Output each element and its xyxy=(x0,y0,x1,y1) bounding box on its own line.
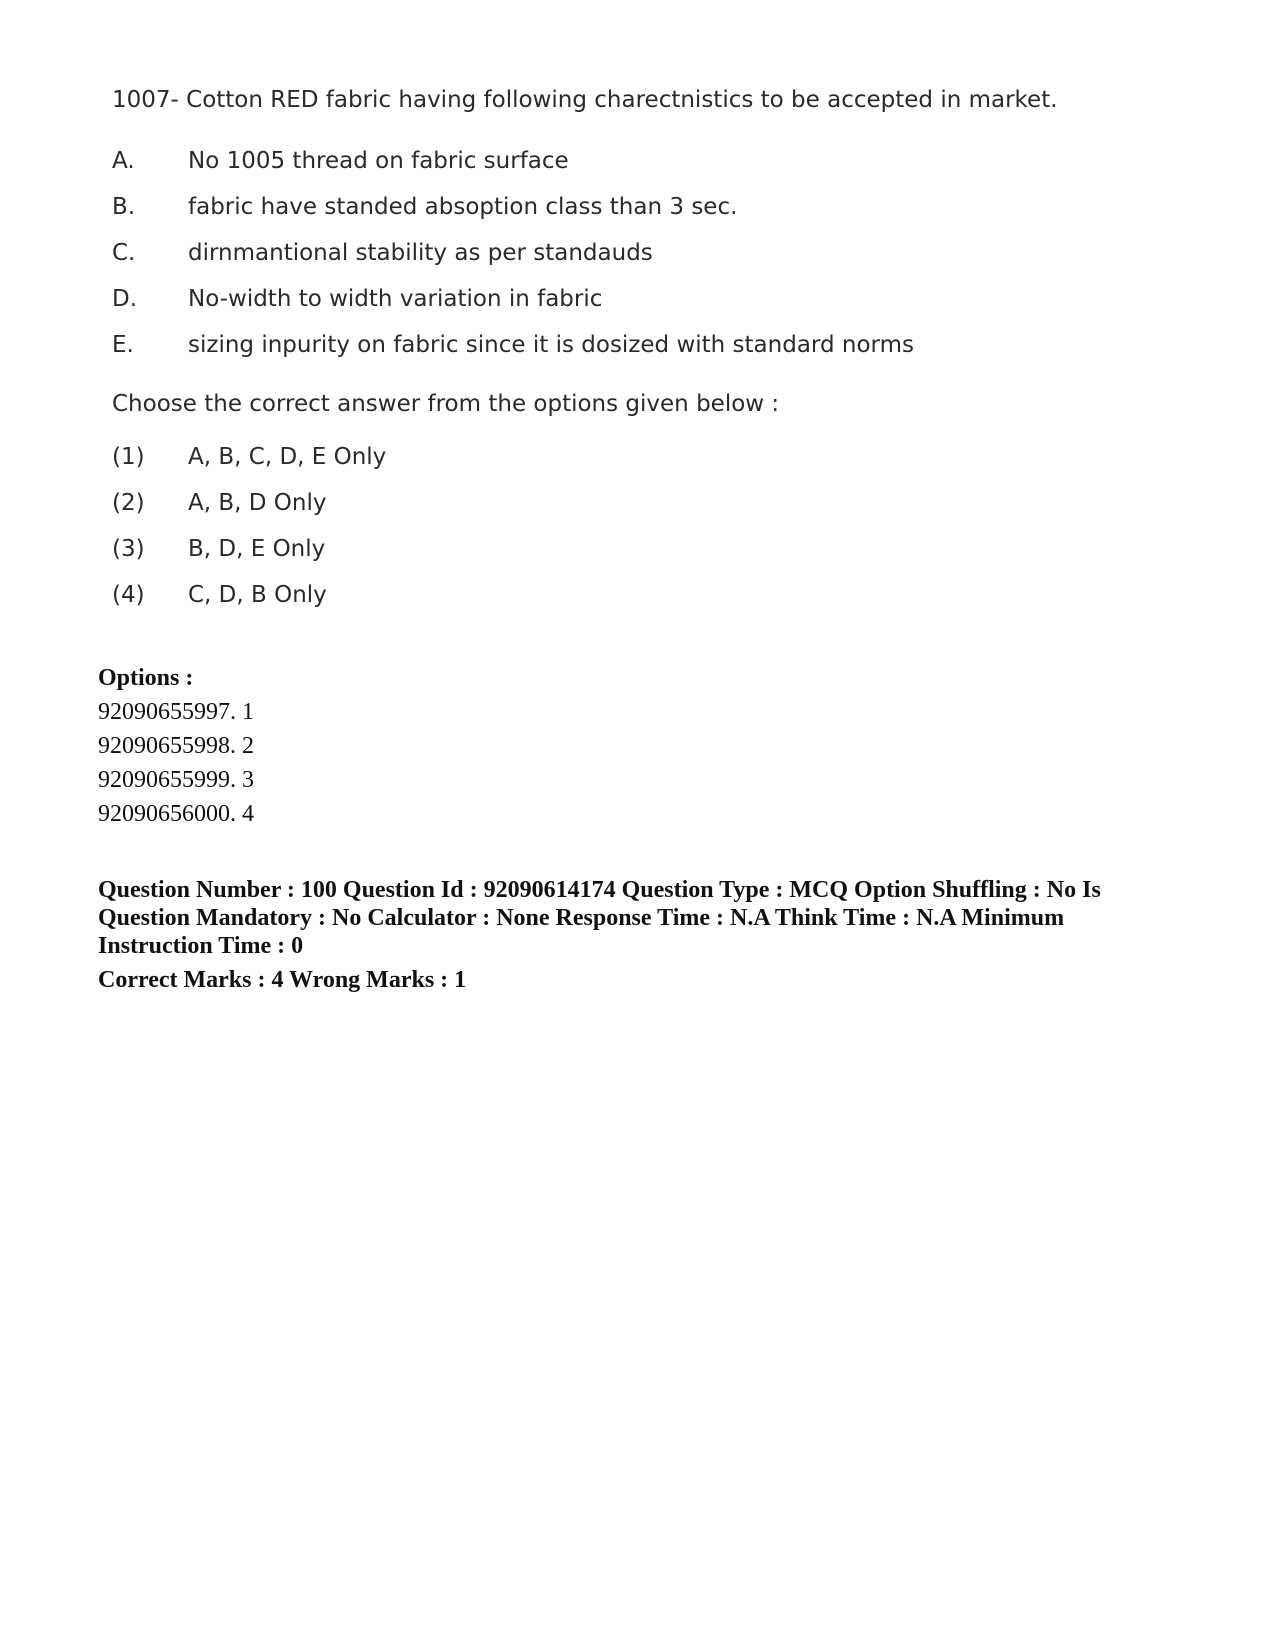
statement-key: A. xyxy=(112,148,135,174)
statement-text: No-width to width variation in fabric xyxy=(188,286,603,312)
statement-text: dirnmantional stability as per standauds xyxy=(188,240,653,266)
choice-item xyxy=(112,480,1112,526)
choice-text: A, B, D Only xyxy=(188,490,327,516)
choice-key: (2) xyxy=(112,490,145,516)
question-image xyxy=(112,84,1112,618)
choice-list xyxy=(112,434,1112,618)
statement-text: sizing inpurity on fabric since it is dosized with standard norms xyxy=(188,332,914,358)
question-info-block xyxy=(98,876,1178,994)
option-id-line: 92090656000. 4 xyxy=(98,801,254,827)
statement-item xyxy=(112,184,1112,230)
choice-item xyxy=(112,572,1112,618)
choice-text: A, B, C, D, E Only xyxy=(188,444,387,470)
statement-key: C. xyxy=(112,240,136,266)
choice-key: (3) xyxy=(112,536,145,562)
choice-key: (4) xyxy=(112,582,145,608)
option-id-line: 92090655998. 2 xyxy=(98,733,254,759)
statement-key: B. xyxy=(112,194,136,220)
choice-item xyxy=(112,434,1112,480)
statement-text: fabric have standed absoption class than 3 sec. xyxy=(188,194,738,220)
option-id-line: 92090655997. 1 xyxy=(98,699,254,725)
choice-item xyxy=(112,526,1112,572)
choice-text: C, D, B Only xyxy=(188,582,327,608)
statement-list xyxy=(112,138,1112,368)
statement-item xyxy=(112,322,1112,368)
statement-key: D. xyxy=(112,286,138,312)
statement-key: E. xyxy=(112,332,134,358)
question-stem: 1007- Cotton RED fabric having following charectnistics to be accepted in market. xyxy=(112,87,1058,113)
choice-text: B, D, E Only xyxy=(188,536,326,562)
answer-instruction: Choose the correct answer from the options given below : xyxy=(112,391,780,417)
statement-text: No 1005 thread on fabric surface xyxy=(188,148,569,174)
marks-info: Correct Marks : 4 Wrong Marks : 1 xyxy=(98,967,467,993)
statement-item xyxy=(112,138,1112,184)
options-block xyxy=(98,661,1178,831)
choice-key: (1) xyxy=(112,444,145,470)
option-id-line: 92090655999. 3 xyxy=(98,767,254,793)
options-heading: Options : xyxy=(98,665,194,691)
question-info: Question Number : 100 Question Id : 92090614174 Question Type : MCQ Option Shuffling : No Is Question Mandatory : No Calculator : None Response Time : N.A Think Time : N.A Minimum Instruction Time : 0 xyxy=(98,877,1101,959)
statement-item xyxy=(112,230,1112,276)
statement-item xyxy=(112,276,1112,322)
